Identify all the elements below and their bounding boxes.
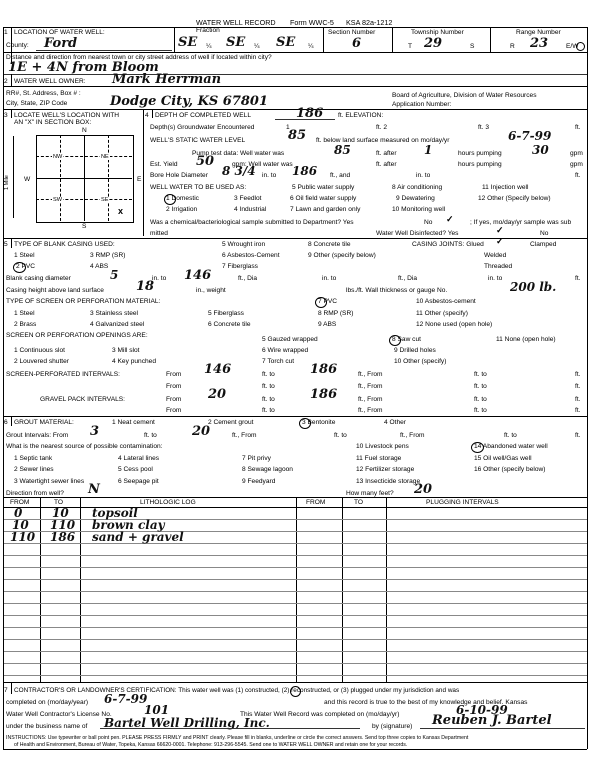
gravel-to-value[interactable]: 186 [310, 387, 338, 402]
screen-12[interactable]: 12 None used (open hole) [416, 321, 493, 328]
opening-3[interactable]: 3 Mill slot [112, 347, 140, 354]
gravel-from-value[interactable]: 20 [208, 387, 227, 402]
screen-11[interactable]: 11 Other (specify) [416, 310, 468, 317]
screen-type-label: TYPE OF SCREEN OR PERFORATION MATERIAL: [6, 298, 161, 305]
section-number-4: 4 [145, 112, 149, 119]
grout-ft-to-3: ft. to [504, 432, 517, 439]
casing-1[interactable]: 1 Steel [14, 252, 35, 259]
compass-n: N [82, 127, 87, 134]
log-rule-line [3, 591, 587, 592]
gravel-ft-to-4: ft. to [474, 407, 487, 414]
fraction-label: Fraction [196, 27, 220, 34]
grout-ft-to-1: ft. to [144, 432, 157, 439]
how-many-label: How many feet? [346, 490, 394, 497]
screen-10[interactable]: 10 Asbestos-cement [416, 298, 476, 305]
diameter-to-value[interactable]: 146 [184, 268, 212, 283]
section-number-5: 5 [4, 241, 8, 248]
threaded-label: Threaded [484, 263, 513, 270]
gravel-from-1: From [166, 396, 182, 403]
grout-ft-from-1: ft., From [232, 432, 257, 439]
perf-from-1: From [166, 371, 182, 378]
contam-4[interactable]: 4 Lateral lines [118, 455, 160, 462]
elevation-label: ft. ELEVATION: [338, 112, 384, 119]
gw-ft: ft. [575, 124, 581, 131]
direction-label: Direction from well? [6, 490, 64, 497]
contam-12[interactable]: 12 Fertilizer storage [356, 466, 415, 473]
log-rule-line [3, 543, 587, 544]
opening-9[interactable]: 9 Drilled holes [394, 347, 436, 354]
casing-5[interactable]: 5 Wrought iron [222, 241, 266, 248]
locate-label-1: LOCATE WELL'S LOCATION WITH [14, 112, 120, 119]
form-number: Form WWC-5 [290, 18, 334, 27]
county-label: County: [6, 42, 29, 49]
log-header-to-2: TO [354, 499, 364, 506]
fraction-q1[interactable]: SE [178, 35, 198, 50]
pump-hours-label: hours pumping [458, 150, 502, 157]
chem-no-check: ✓ [446, 214, 454, 224]
gw-2: ft. 2 [376, 124, 387, 131]
county-value[interactable]: Ford [44, 36, 78, 51]
disinfected-no: No [540, 230, 549, 237]
log-rule-line [3, 639, 587, 640]
range-value[interactable]: 23 [530, 36, 549, 51]
log-header-plug: PLUGGING INTERVALS [426, 499, 499, 506]
board-label: Board of Agriculture, Division of Water Resources [392, 92, 537, 99]
disinfected-yes-check: ✓ [496, 225, 504, 235]
diameter-in-to-2: in. to [322, 275, 337, 282]
record-completed-value[interactable]: 6-10-99 [456, 703, 508, 717]
use-1[interactable]: 1 Domestic [166, 195, 199, 202]
chem-no: No [424, 219, 433, 226]
log-rule-line [3, 675, 587, 676]
log-row-2-desc: brown clay [92, 518, 165, 532]
static-tail: ft. below land surface measured on mo/day/yr [316, 137, 450, 144]
fraction-q2[interactable]: SE [226, 35, 246, 50]
record-completed-label: This Water Well Record was completed on (mo/day/yr) [240, 711, 400, 718]
contam-1[interactable]: 1 Septic tank [14, 455, 53, 462]
mile-label: 1 Mile [4, 175, 10, 190]
screen-7[interactable]: 7 PVC [318, 298, 338, 305]
quarter-1: ¼ [206, 43, 212, 50]
est-yield-mid: gpm: Well water was [232, 161, 293, 168]
perf-ft-1: ft. [575, 371, 581, 378]
log-row-3-desc: sand + gravel [92, 530, 184, 544]
screen-1[interactable]: 1 Steel [14, 310, 35, 317]
bore-ft-and: ft., and [330, 172, 351, 179]
opening-1[interactable]: 1 Continuous slot [14, 347, 65, 354]
owner-section-label: WATER WELL OWNER: [14, 78, 86, 85]
gw-3: ft. 3 [478, 124, 489, 131]
range-label: Range Number [516, 29, 561, 36]
signature-label: by (signature) [372, 723, 413, 730]
est-yield-value[interactable]: 50 [196, 154, 215, 169]
business-name-label: under the business name of [6, 723, 88, 730]
opening-5[interactable]: 5 Gauzed wrapped [262, 336, 318, 343]
log-rule-line [3, 579, 587, 580]
screen-6[interactable]: 6 Concrete tile [208, 321, 251, 328]
perf-ft-2: ft. [575, 383, 581, 390]
perf-intervals-label: SCREEN-PERFORATED INTERVALS: [6, 371, 120, 378]
height-label: Casing height above land surface [6, 287, 104, 294]
bore-ft: ft. [575, 172, 581, 179]
log-rule-line [3, 555, 587, 556]
grout-ft-from-2: ft., From [400, 432, 425, 439]
casing-7[interactable]: 7 Fiberglass [222, 263, 258, 270]
log-header-litho: LITHOLOGIC LOG [140, 499, 196, 506]
grout-intervals-label: Grout Intervals: From [6, 432, 69, 439]
completed-label: completed on (mo/day/year) [6, 699, 89, 706]
opening-11[interactable]: 11 None (open hole) [496, 336, 556, 343]
use-10[interactable]: 10 Monitoring well [392, 206, 446, 213]
city-label: City, State, ZIP Code [6, 100, 68, 107]
township-label: Township Number [411, 29, 464, 36]
contam-9[interactable]: 9 Feedyard [242, 478, 276, 485]
pump-gpm-value[interactable]: 30 [532, 143, 549, 157]
log-row-3-from: 110 [10, 530, 36, 544]
locate-label-2: AN "X" IN SECTION BOX: [14, 119, 92, 126]
township-s: S [470, 43, 475, 50]
diameter-ft: ft. [575, 275, 581, 282]
chem-tail: ; If yes, mo/day/yr sample was sub [470, 219, 572, 226]
contam-3[interactable]: 3 Watertight sewer lines [14, 478, 85, 485]
static-label: WELL'S STATIC WATER LEVEL [150, 137, 246, 144]
quad-nw: NW [53, 154, 63, 160]
log-row-2-to: 110 [50, 518, 76, 532]
use-5[interactable]: 5 Public water supply [292, 184, 355, 191]
casing-4[interactable]: 4 ABS [90, 263, 109, 270]
quad-sw: SW [53, 197, 63, 203]
gravel-ft-from-1: ft., From [358, 396, 383, 403]
log-header-to: TO [54, 499, 64, 506]
contam-2[interactable]: 2 Sewer lines [14, 466, 54, 473]
form-title: WATER WELL RECORD [196, 18, 276, 27]
contam-16[interactable]: 16 Other (specify below) [474, 466, 546, 473]
business-name-value[interactable]: Bartel Well Drilling, Inc. [104, 716, 270, 730]
log-rule-line [3, 567, 587, 568]
log-header-from: FROM [10, 499, 30, 506]
log-row-1-from: 0 [14, 506, 23, 520]
pump-ft-after: ft. after [376, 150, 397, 157]
section-number-7: 7 [4, 687, 8, 694]
perf-ft-from-2: ft., From [358, 383, 383, 390]
log-rule-line [3, 531, 587, 532]
opening-8[interactable]: 8 Saw cut [392, 336, 421, 343]
depth-value[interactable]: 186 [296, 106, 324, 121]
screen-5[interactable]: 5 Fiberglass [208, 310, 244, 317]
screen-8[interactable]: 8 RMP (SR) [318, 310, 354, 317]
diameter-in-to-3: in. to [488, 275, 503, 282]
township-t: T [408, 43, 413, 50]
grout-3[interactable]: 3 Bentonite [302, 419, 336, 426]
use-6[interactable]: 6 Oil field water supply [290, 195, 357, 202]
grout-ft: ft. [575, 432, 581, 439]
gravel-ft-to-1: ft. to [262, 396, 275, 403]
opening-6[interactable]: 6 Wire wrapped [262, 347, 309, 354]
diameter-value[interactable]: 5 [110, 268, 119, 282]
casing-6[interactable]: 6 Asbestos-Cement [222, 252, 280, 259]
contam-13[interactable]: 13 Insecticide storage [356, 478, 421, 485]
est-yield-label: Est. Yield [150, 161, 178, 168]
pump-gpm-label: gpm [570, 150, 583, 157]
contam-14[interactable]: 14 Abandoned water well [474, 443, 548, 450]
certification-line: CONTRACTOR'S OR LANDOWNER'S CERTIFICATION: This water well was (1) constructed, (2) reconstructed, or (3) plugged under my jurisdiction and was [14, 687, 460, 694]
use-11[interactable]: 11 Injection well [482, 184, 529, 191]
diameter-dia-2: ft., Dia [398, 275, 418, 282]
perf-from-value[interactable]: 146 [204, 362, 232, 377]
section-number-3: 3 [4, 112, 8, 119]
pump-value[interactable]: 85 [334, 143, 351, 157]
contam-10[interactable]: 10 Livestock pens [356, 443, 409, 450]
use-12[interactable]: 12 Other (Specify below) [478, 195, 551, 202]
clamped-label: Clamped [530, 241, 557, 248]
township-value[interactable]: 29 [424, 36, 443, 51]
casing-2[interactable]: 2 PVC [16, 263, 36, 270]
gravel-ft-1: ft. [575, 396, 581, 403]
perf-ft-to-2: ft. to [474, 371, 487, 378]
log-rule-line [3, 603, 587, 604]
gw-1: 1 [286, 124, 290, 131]
gravel-ft-from-2: ft., From [358, 407, 383, 414]
use-8[interactable]: 8 Air conditioning [392, 184, 443, 191]
perf-ft-to-4: ft. to [474, 383, 487, 390]
clamped-check: ✓ [496, 236, 504, 246]
license-value[interactable]: 101 [144, 703, 170, 717]
blank-casing-label: TYPE OF BLANK CASING USED: [14, 241, 115, 248]
location-x-mark: x [118, 206, 124, 216]
gravel-label: GRAVEL PACK INTERVALS: [40, 396, 126, 403]
log-row-2-from: 10 [12, 518, 29, 532]
opening-2[interactable]: 2 Louvered shutter [14, 358, 69, 365]
bore-value[interactable]: 8 3/4 [222, 164, 256, 178]
gravel-ft-to-3: ft. to [262, 407, 275, 414]
bore-to-value[interactable]: 186 [292, 164, 318, 178]
compass-w: W [24, 176, 31, 183]
diameter-label: Blank casing diameter [6, 275, 71, 282]
signature[interactable]: Reuben J. Bartel [432, 713, 552, 728]
log-rule-line [3, 519, 587, 520]
est-gpm-label: gpm [570, 161, 583, 168]
log-header-from-2: FROM [306, 499, 326, 506]
contam-11[interactable]: 11 Fuel storage [356, 455, 402, 462]
est-hours-label: hours pumping [458, 161, 502, 168]
screen-9[interactable]: 9 ABS [318, 321, 337, 328]
grout-ft-to-2: ft. to [334, 432, 347, 439]
use-9[interactable]: 9 Dewatering [396, 195, 435, 202]
height-value[interactable]: 18 [136, 279, 155, 294]
log-rule-line [3, 663, 587, 664]
pump-label: Pump test data: Well water was [192, 150, 285, 157]
location-section-label: LOCATION OF WATER WELL: [14, 29, 105, 36]
use-2[interactable]: 2 Irrigation [166, 206, 198, 213]
contam-7[interactable]: 7 Pit privy [242, 455, 271, 462]
quarter-3: ¼ [308, 43, 314, 50]
perf-from-2: From [166, 383, 182, 390]
quad-ne: NE [101, 154, 109, 160]
section-number-6: 6 [4, 419, 8, 426]
instructions-line-1: INSTRUCTIONS: Use typewriter or ball point pen. PLEASE PRESS FIRMLY and PRINT clearly. Please fill in blanks, underline or circle the correct answers. Send top three copies to Kansas Department [6, 735, 469, 741]
direction-value[interactable]: N [88, 482, 100, 497]
quad-se: SE [101, 197, 109, 203]
screen-3[interactable]: 3 Stainless steel [90, 310, 139, 317]
perf-ft-from-1: ft., From [358, 371, 383, 378]
gauge-value[interactable]: 200 lb. [510, 280, 557, 294]
perf-ft-to-1: ft. to [262, 371, 275, 378]
opening-10[interactable]: 10 Other (specify) [394, 358, 447, 365]
screen-2[interactable]: 2 Brass [14, 321, 37, 328]
bore-in-to-2: in. to [416, 172, 431, 179]
welded-label: Welded [484, 252, 507, 259]
gravel-from-2: From [166, 407, 182, 414]
log-row-1-desc: topsoil [92, 506, 138, 520]
opening-7[interactable]: 7 Torch cut [262, 358, 295, 365]
est-ft-after: ft. after [376, 161, 397, 168]
grout-2[interactable]: 2 Cement grout [208, 419, 254, 426]
use-3[interactable]: 3 Feedlot [234, 195, 262, 202]
rr-label: RR#, St. Address, Box # : [6, 90, 81, 97]
casing-9[interactable]: 9 Other (specify below) [308, 252, 376, 259]
gravel-ft-2: ft. [575, 407, 581, 414]
depth-label: DEPTH OF COMPLETED WELL [155, 112, 251, 119]
range-ew: E/W [566, 43, 579, 50]
distance-value[interactable]: 1E + 4N from Bloom [8, 60, 159, 75]
compass-e: E [137, 176, 142, 183]
section-number-value[interactable]: 6 [352, 36, 362, 51]
use-4[interactable]: 4 Industrial [234, 206, 267, 213]
range-r: R [510, 43, 515, 50]
application-label: Application Number: [392, 101, 452, 108]
completed-value[interactable]: 6-7-99 [104, 692, 148, 706]
casing-3[interactable]: 3 RMP (SR) [90, 252, 126, 259]
compass-s: S [82, 223, 87, 230]
how-many-value[interactable]: 20 [414, 482, 433, 497]
diameter-dia-1: ft., Dia [238, 275, 258, 282]
log-row-1-to: 10 [52, 506, 69, 520]
weight-label: in., weight [196, 287, 226, 294]
fraction-q3[interactable]: SE [276, 35, 296, 50]
bore-in-to: in. to [262, 172, 277, 179]
owner-value[interactable]: Mark Herrman [112, 72, 222, 87]
section-number-1: 1 [4, 29, 8, 36]
city-value[interactable]: Dodge City, KS 67801 [110, 94, 269, 109]
grout-to-value[interactable]: 20 [192, 424, 211, 439]
instructions-line-2: of Health and Environment, Bureau of Water, Topeka, Kansas 66620-0001. Telephone: 913-296-5545. Send one to WATER WELL OWNER and retain one for your records. [14, 742, 408, 748]
screen-4[interactable]: 4 Galvanized steel [90, 321, 145, 328]
quarter-2: ¼ [254, 43, 260, 50]
chem-label: Was a chemical/bacteriological sample submitted to Department? Yes [150, 219, 354, 226]
contam-5[interactable]: 5 Cess pool [118, 466, 153, 473]
opening-4[interactable]: 4 Key punched [112, 358, 156, 365]
grout-1[interactable]: 1 Neat cement [112, 419, 155, 426]
casing-8[interactable]: 8 Concrete tile [308, 241, 351, 248]
groundwater-label: Depth(s) Groundwater Encountered [150, 124, 255, 131]
grout-label: GROUT MATERIAL: [14, 419, 74, 426]
section-number-label: Section Number [328, 29, 376, 36]
lbs-label: lbs./ft. Wall thickness or gauge No. [346, 287, 448, 294]
contamination-label: What is the nearest source of possible contamination: [6, 443, 163, 450]
contam-6[interactable]: 6 Seepage pit [118, 478, 159, 485]
disinfected-label: Water Well Disinfected? Yes [376, 230, 459, 237]
openings-label: SCREEN OR PERFORATION OPENINGS ARE: [6, 332, 148, 339]
log-rule-line [3, 615, 587, 616]
use-label: WELL WATER TO BE USED AS: [150, 184, 247, 191]
mitted-label: mitted [150, 230, 168, 237]
gravel-ft-to-2: ft. to [474, 396, 487, 403]
perf-to-value[interactable]: 186 [310, 362, 338, 377]
grout-4[interactable]: 4 Other [384, 419, 406, 426]
grout-from-value[interactable]: 3 [90, 424, 100, 439]
perf-ft-to-3: ft. to [262, 383, 275, 390]
log-rule-line [3, 627, 587, 628]
static-value[interactable]: 85 [288, 128, 307, 143]
section-number-2: 2 [4, 78, 8, 85]
casing-joints-label: CASING JOINTS: Glued [412, 241, 484, 248]
log-rule-line [3, 651, 587, 652]
contam-15[interactable]: 15 Oil well/Gas well [474, 455, 532, 462]
diameter-in-to: in. to [152, 275, 167, 282]
ksa-number: KSA 82a-1212 [346, 18, 393, 27]
contam-8[interactable]: 8 Sewage lagoon [242, 466, 293, 473]
distance-label: Distance and direction from nearest town or city street address of well if located within city? [6, 54, 272, 61]
log-row-3-to: 186 [50, 530, 76, 544]
bore-label: Bore Hole Diameter [150, 172, 208, 179]
static-date[interactable]: 6-7-99 [508, 129, 552, 143]
use-7[interactable]: 7 Lawn and garden only [290, 206, 361, 213]
certification-tail: and this record is true to the best of my knowledge and belief. Kansas [324, 699, 528, 706]
license-label: Water Well Contractor's License No. [6, 711, 112, 718]
pump-hours[interactable]: 1 [424, 143, 433, 157]
